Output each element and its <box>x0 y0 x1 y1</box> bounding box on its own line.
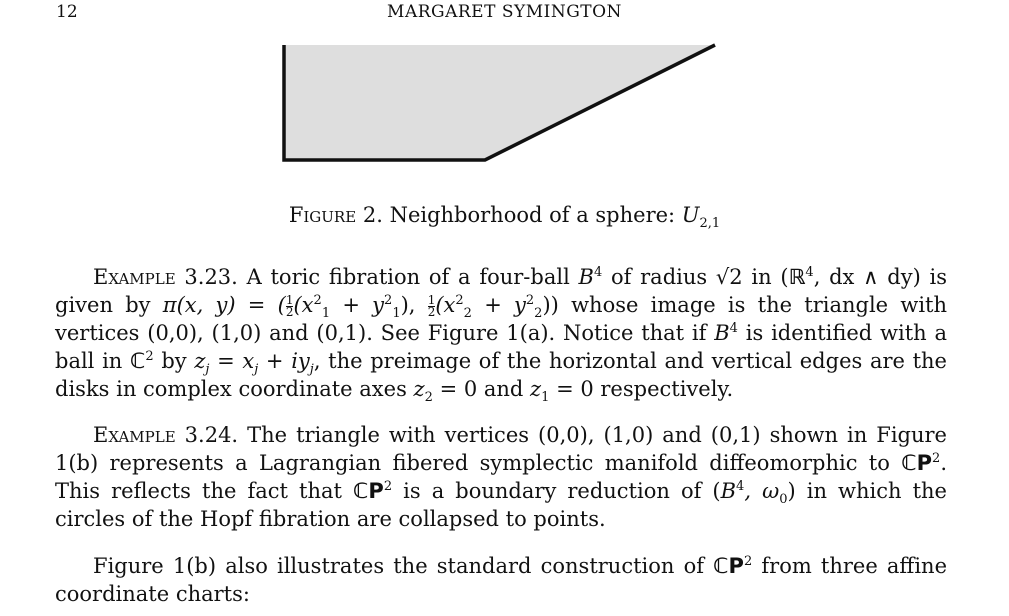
caption-label: Figure 2. <box>288 203 383 227</box>
figure-2-diagram <box>280 40 720 165</box>
figure-caption <box>0 203 1009 232</box>
neighborhood-region <box>284 45 715 160</box>
example-label: Example 3.23. <box>93 265 238 289</box>
example-3-24: Example 3.24. The triangle with vertices (0,0), (1,0) and (0,1) shown in Figure 1(b) represents a Lagrangian fibered symplectic manifold diffeomorphic to ℂP$^2$. This reflects the fact that ℂP$^2$ is a boundary reduction of ($B^4$, $\omega_0$) in which the circles of the Hopf fibration are collapsed to points. <box>55 423 947 531</box>
page-number: 12 <box>56 2 78 22</box>
running-head: MARGARET SYMINGTON <box>387 2 622 22</box>
page-header <box>0 2 1009 24</box>
caption-text: Neighborhood of a sphere: <box>382 203 682 227</box>
fraction-half: $\frac{1}{2}$ <box>285 293 294 319</box>
paragraph-charts: Figure 1(b) also illustrates the standard construction of ℂP$^2$ from three affine coordinate charts: <box>55 554 948 606</box>
example-3-23: Example 3.23. A toric fibration of a four-ball $B^4$ of radius √2 in (ℝ$^4$, dx ∧ dy) is given by π(x, y) = ( $\frac{1}{2}$ $(x^2_1 + y^2_1)$, $\frac{1}{2}$ $(x^2_2 + y^2_2)$) whose image is the triangle with vertices (0,0), (1,0) and (0,1). See Figure 1(a). Notice that if $B^4$ is identified with a ball in ℂ$^2$ by $z_j = x_j + iy_j$, the preimage of the horizontal and vertical edges are the disks in complex coordinate axes $z_2 = 0$ and $z_1 = 0$ respectively. <box>55 265 948 406</box>
caption-math: U <box>681 203 700 227</box>
example-label: Example 3.24. <box>93 423 239 447</box>
caption-subscript: 2,1 <box>699 216 721 232</box>
